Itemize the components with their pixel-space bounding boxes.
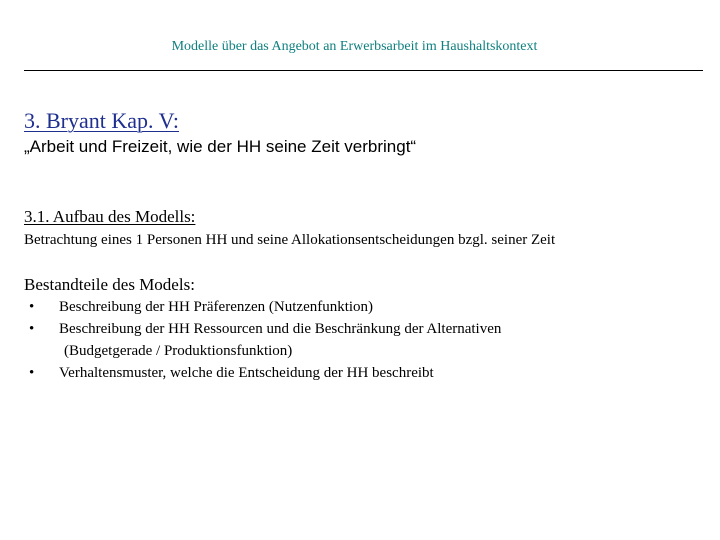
- list-item-resources: [24, 318, 704, 362]
- bullet-icon: •: [29, 365, 35, 381]
- bullet-icon: •: [29, 299, 35, 315]
- header-title: Modelle über das Angebot an Erwerbsarbeit im Haushaltskontext: [171, 39, 538, 54]
- components-heading: Bestandteile des Models:: [24, 275, 195, 294]
- components-list: [24, 296, 704, 384]
- slide-heading: 3. Bryant Kap. V:: [24, 108, 179, 133]
- list-item-text: Beschreibung der HH Präferenzen (Nutzenfunktion): [59, 299, 374, 315]
- section-heading: 3.1. Aufbau des Modells:: [24, 207, 196, 226]
- list-item-text: Verhaltensmuster, welche die Entscheidung der HH beschreibt: [59, 365, 434, 381]
- list-item-text: Beschreibung der HH Ressourcen und die Beschränkung der Alternativen: [59, 321, 502, 337]
- bullet-icon: •: [29, 321, 35, 337]
- slide-subheading: „Arbeit und Freizeit, wie der HH seine Zeit verbringt“: [24, 137, 417, 156]
- list-item-continuation: (Budgetgerade / Produktionsfunktion): [64, 343, 293, 359]
- list-item-preferences: [24, 296, 704, 318]
- section-description: Betrachtung eines 1 Personen HH und seine Allokationsentscheidungen bzgl. seiner Zeit: [24, 232, 556, 248]
- header-divider: [24, 70, 703, 71]
- list-item-behavior: [24, 362, 704, 384]
